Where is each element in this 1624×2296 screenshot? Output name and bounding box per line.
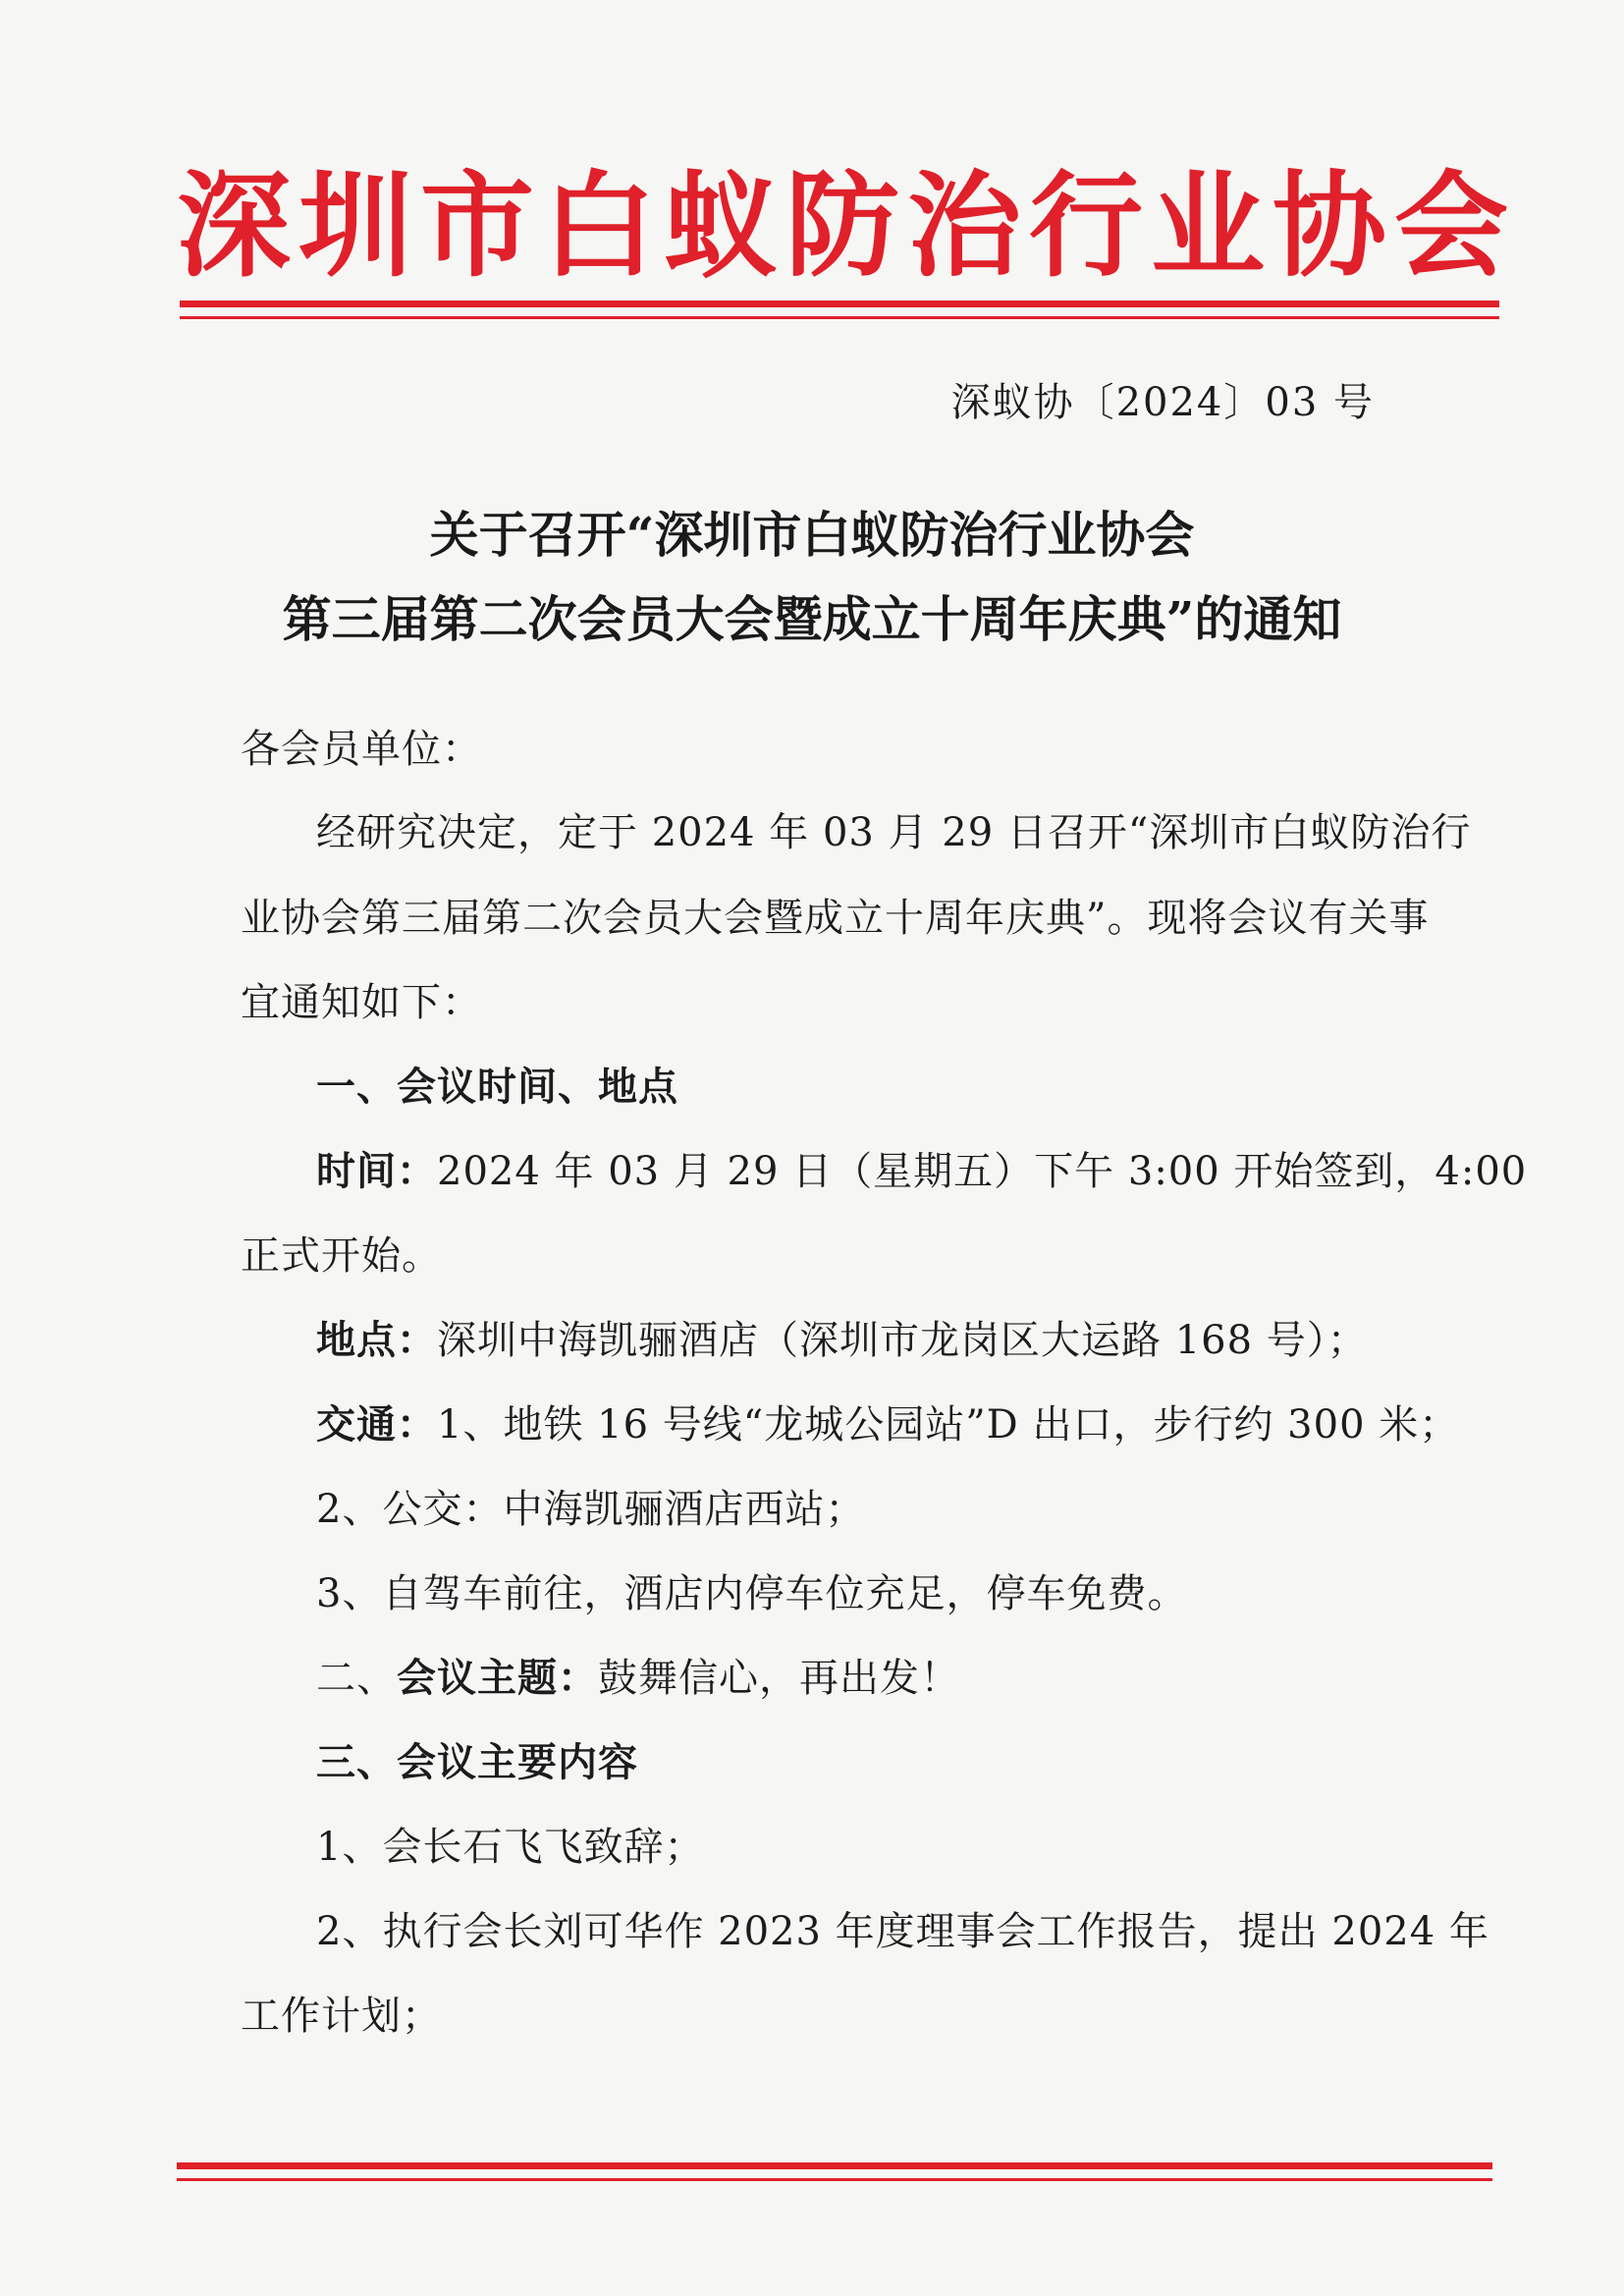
content-item-1: 1、会长石飞飞致辞； (316, 1825, 705, 1870)
intro-line-2: 业协会第三届第二次会员大会暨成立十周年庆典”。现将会议有关事 (241, 896, 1430, 941)
transport-line-1 (316, 1395, 1460, 1454)
transport-line-2: 2、公交：中海凯骊酒店西站； (316, 1487, 866, 1532)
footer-red-rule-thin (177, 2178, 1492, 2181)
content-item-2-line-2: 工作计划； (241, 1994, 442, 2039)
organization-letterhead: 深圳市白蚁防治行业协会 (177, 159, 1516, 293)
section-2-number: 二、 (316, 1656, 397, 1701)
section-3-heading: 三、会议主要内容 (316, 1739, 638, 1785)
header-red-rule-thick (180, 301, 1499, 307)
notice-title-line-2: 第三届第二次会员大会暨成立十周年庆典”的通知 (282, 590, 1342, 648)
document-number: 深蚁协〔2024〕03 号 (950, 380, 1375, 425)
intro-line-3: 宜通知如下： (241, 980, 482, 1025)
transport-metro: 1、地铁 16 号线“龙城公园站”D 出口，步行约 300 米； (437, 1402, 1460, 1448)
intro-line-1: 经研究决定，定于 2024 年 03 月 29 日召开“深圳市白蚁防治行 (316, 810, 1472, 855)
place-label: 地点： (316, 1317, 437, 1363)
section-2-value: 鼓舞信心，再出发！ (598, 1656, 960, 1701)
content-item-2-line-1: 2、执行会长刘可华作 2023 年度理事会工作报告，提出 2024 年 (316, 1909, 1489, 1954)
meeting-time-continued: 正式开始。 (241, 1233, 442, 1279)
place-value: 深圳中海凯骊酒店（深圳市龙岗区大运路 168 号）； (437, 1318, 1368, 1363)
time-value: 2024 年 03 月 29 日（星期五）下午 3:00 开始签到，4:00 (437, 1149, 1528, 1194)
meeting-place-line (316, 1311, 1455, 1370)
meeting-time-line (316, 1142, 1528, 1201)
header-red-rule-thin (180, 316, 1499, 319)
salutation: 各会员单位： (241, 727, 482, 772)
section-2-label: 会议主题： (397, 1655, 598, 1701)
section-2-theme (316, 1649, 1455, 1708)
transport-label: 交通： (316, 1401, 437, 1448)
section-1-heading: 一、会议时间、地点 (316, 1064, 678, 1110)
time-label: 时间： (316, 1148, 437, 1194)
footer-red-rule-thick (177, 2162, 1492, 2169)
notice-title-line-1: 关于召开“深圳市白蚁防治行业协会 (429, 506, 1195, 564)
transport-line-3: 3、自驾车前往，酒店内停车位充足，停车免费。 (316, 1571, 1188, 1616)
